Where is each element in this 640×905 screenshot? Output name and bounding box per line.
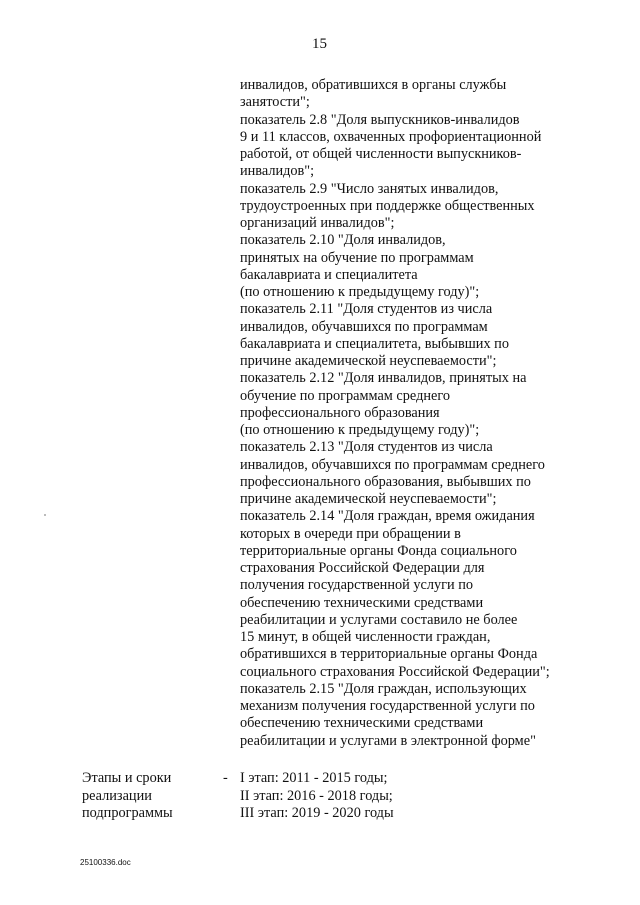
indicator-line: инвалидов, обучавшихся по программам среднего bbox=[240, 456, 545, 473]
indicator-line: получения государственной услуги по bbox=[240, 577, 474, 594]
indicator-line: бакалавриата и специалитета, выбывших по bbox=[240, 335, 509, 352]
indicator-line: причине академической неуспеваемости"; bbox=[240, 353, 497, 369]
indicator-line: обеспечению техническими средствами bbox=[240, 715, 484, 732]
indicator-line: обратившихся в территориальные органы Фонда bbox=[240, 646, 538, 663]
indicator-line: (по отношению к предыдущему году)"; bbox=[240, 284, 480, 300]
indicator-line: территориальные органы Фонда социального bbox=[240, 542, 517, 559]
indicator-line: трудоустроенных при поддержке общественных bbox=[240, 197, 535, 214]
indicator-line: обеспечению техническими средствами bbox=[240, 594, 484, 611]
indicator-line: бакалавриата и специалитета bbox=[240, 266, 418, 283]
indicator-line: социального страхования Российской Федерации"; bbox=[240, 663, 550, 680]
indicator-line: обучение по программам среднего bbox=[240, 387, 451, 404]
stage-item: III этап: 2019 - 2020 годы bbox=[240, 805, 394, 821]
indicator-line: работой, от общей численности выпускников- bbox=[240, 146, 522, 162]
indicator-line: инвалидов, обратившихся в органы службы bbox=[240, 77, 507, 93]
indicator-line: страхования Российской Федерации для bbox=[240, 560, 485, 576]
indicator-line: причине академической неуспеваемости"; bbox=[240, 491, 497, 507]
indicator-line: профессионального образования bbox=[240, 404, 440, 421]
indicator-line: реабилитации и услугами составило не более bbox=[240, 611, 518, 628]
indicator-line: показатель 2.11 "Доля студентов из числа bbox=[240, 301, 493, 318]
indicator-line: занятости"; bbox=[240, 94, 310, 111]
indicator-line: показатель 2.12 "Доля инвалидов, принятых на bbox=[240, 370, 527, 387]
indicator-line: (по отношению к предыдущему году)"; bbox=[240, 422, 480, 438]
indicator-line: инвалидов"; bbox=[240, 163, 315, 180]
stages-label-line: реализации bbox=[82, 787, 152, 804]
indicator-line: принятых на обучение по программам bbox=[240, 249, 474, 266]
stages-dash: - bbox=[223, 770, 228, 786]
page-number: 15 bbox=[312, 36, 327, 52]
indicator-line: показатель 2.14 "Доля граждан, время ожидания bbox=[240, 508, 535, 525]
indicator-line: организаций инвалидов"; bbox=[240, 215, 395, 231]
indicator-line: которых в очереди при обращении в bbox=[240, 525, 461, 542]
document-id: 25100336.doc bbox=[80, 858, 131, 867]
indicator-line: 15 минут, в общей численности граждан, bbox=[240, 629, 491, 645]
stages-list bbox=[240, 770, 394, 823]
margin-mark bbox=[44, 514, 46, 516]
indicator-line: показатель 2.8 "Доля выпускников-инвалидов bbox=[240, 111, 520, 128]
stage-item: I этап: 2011 - 2015 годы; bbox=[240, 770, 388, 786]
indicator-line: механизм получения государственной услуги по bbox=[240, 698, 535, 714]
stages-label-line: Этапы и сроки bbox=[82, 770, 172, 786]
indicator-line: реабилитации и услугами в электронной форме" bbox=[240, 732, 536, 749]
indicator-line: профессионального образования, выбывших по bbox=[240, 473, 531, 490]
indicator-line: 9 и 11 классов, охваченных профориентационной bbox=[240, 128, 542, 145]
stage-item: II этап: 2016 - 2018 годы; bbox=[240, 787, 393, 804]
indicator-line: показатель 2.9 "Число занятых инвалидов, bbox=[240, 180, 499, 197]
stages-label-line: подпрограммы bbox=[82, 805, 173, 821]
stages-label bbox=[82, 770, 173, 823]
indicator-line: показатель 2.10 "Доля инвалидов, bbox=[240, 232, 446, 249]
indicator-line: показатель 2.15 "Доля граждан, использующих bbox=[240, 680, 527, 697]
indicator-line: инвалидов, обучавшихся по программам bbox=[240, 318, 488, 335]
indicator-line: показатель 2.13 "Доля студентов из числа bbox=[240, 439, 493, 456]
indicators-list bbox=[240, 77, 600, 750]
